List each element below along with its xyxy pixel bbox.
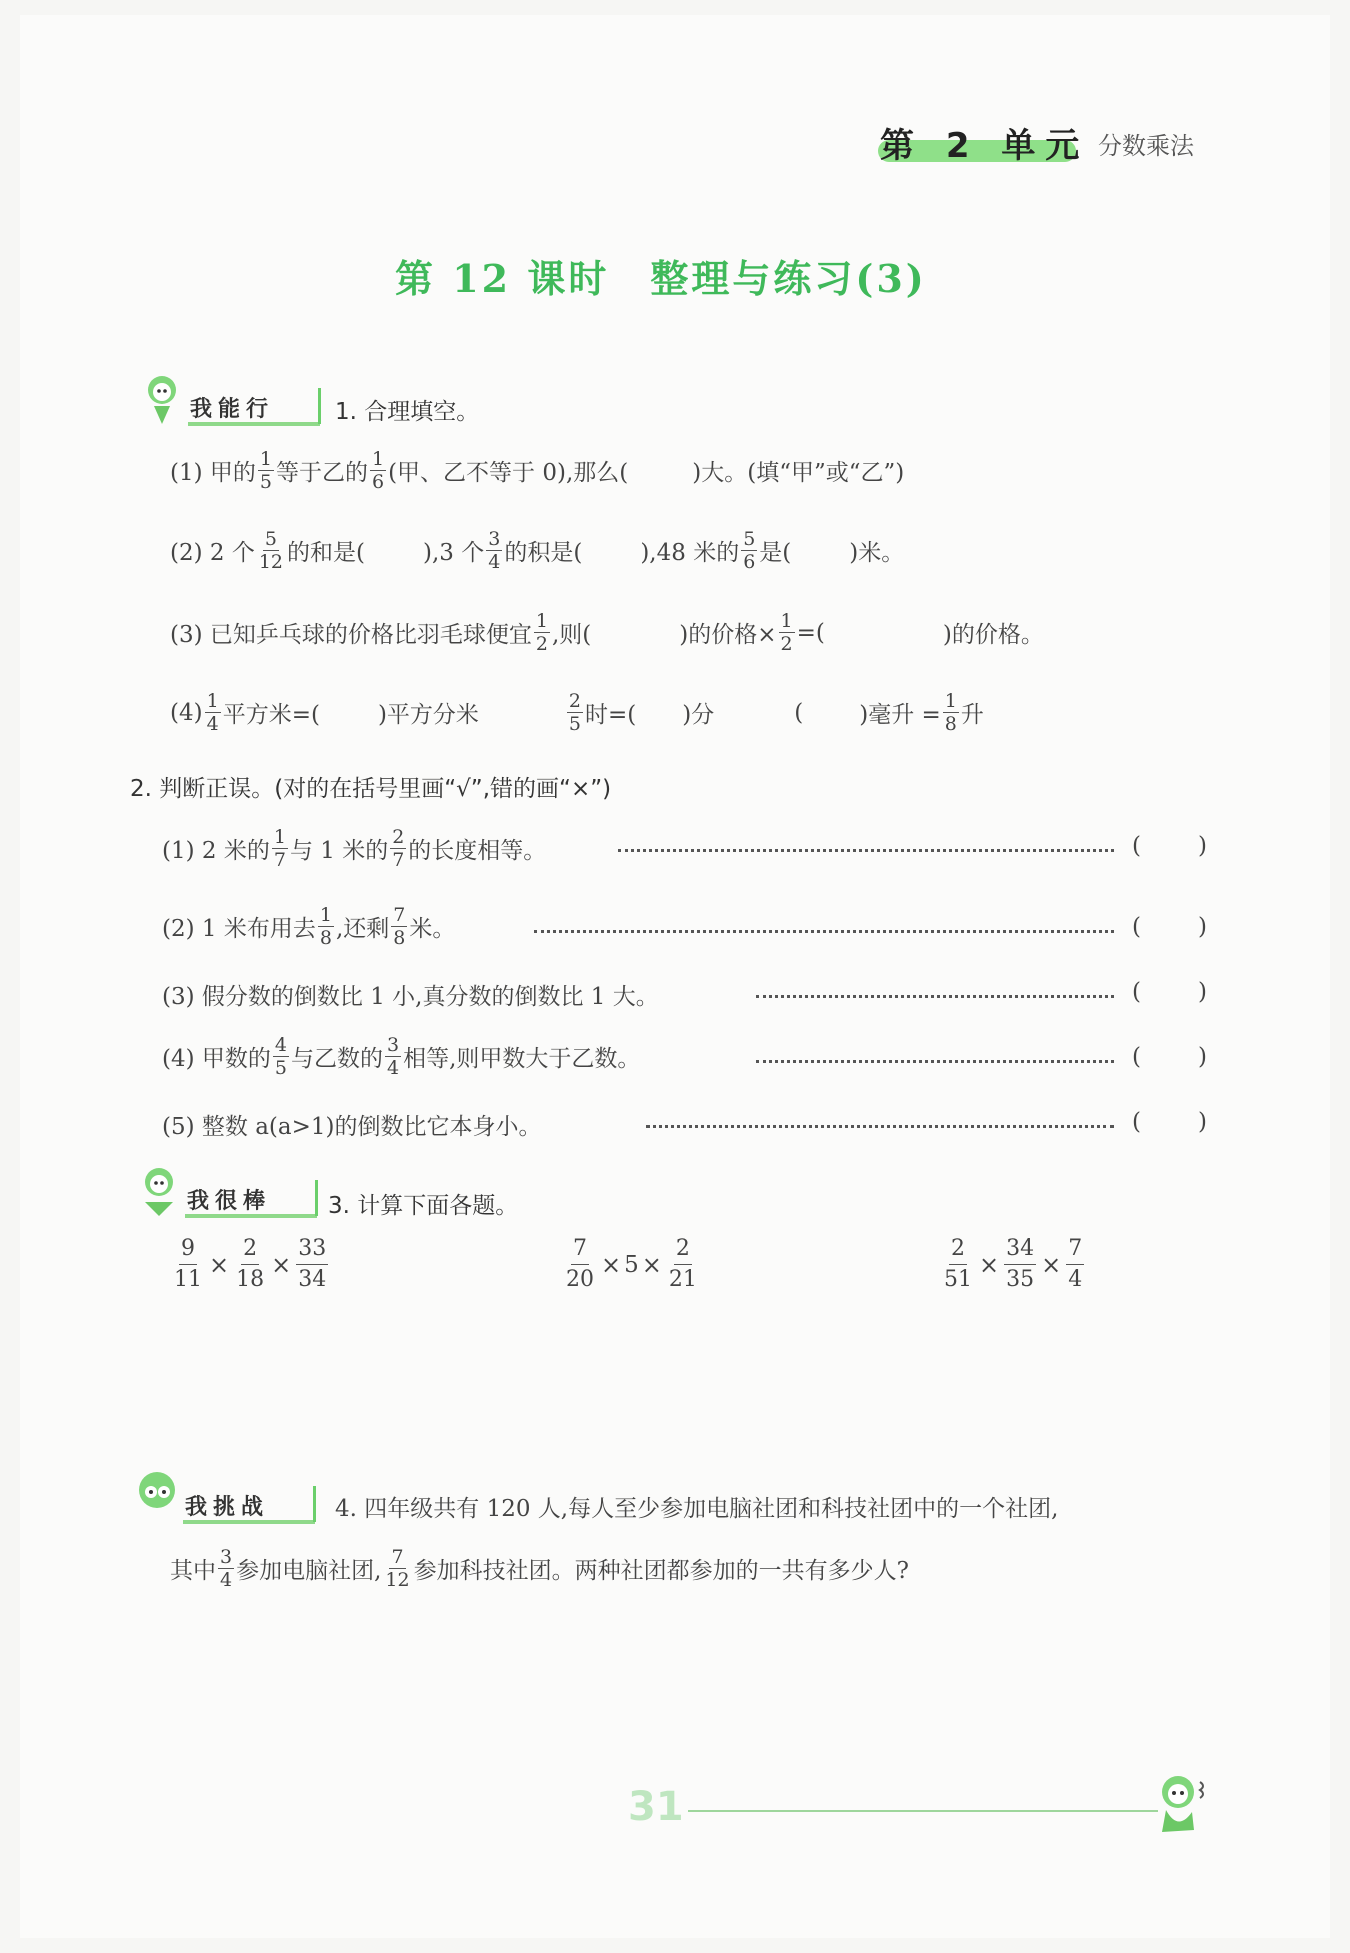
number: 5 bbox=[624, 1251, 639, 1278]
times-sign: × bbox=[271, 1250, 292, 1279]
text: 时=( bbox=[585, 702, 637, 728]
q2-item-5 bbox=[162, 1108, 541, 1141]
q2-item-2 bbox=[162, 904, 455, 949]
times-sign: × bbox=[601, 1250, 622, 1279]
mascot-icon bbox=[137, 1164, 183, 1218]
text: (甲、乙不等于 0),那么( bbox=[388, 460, 629, 486]
subject-label: 分数乘法 bbox=[1098, 132, 1194, 160]
text: 平方米=( bbox=[222, 702, 320, 728]
text: 米。 bbox=[409, 916, 456, 942]
fraction: $\frac{1}{6}$ bbox=[371, 448, 385, 493]
tag-underline bbox=[185, 1214, 317, 1218]
calc-expression-3 bbox=[940, 1234, 1086, 1295]
tag-divider bbox=[315, 1180, 318, 1216]
fraction: $\frac{2}{5}$ bbox=[568, 690, 582, 735]
fraction: $\frac{1}{8}$ bbox=[944, 690, 957, 735]
tag-underline bbox=[188, 422, 320, 426]
fraction: $\frac{7}{4}$ bbox=[1068, 1236, 1083, 1292]
judgement-blank[interactable] bbox=[1146, 914, 1196, 940]
fraction: $\frac{4}{5}$ bbox=[274, 1034, 287, 1079]
q4-line-2 bbox=[170, 1546, 909, 1591]
paren-open: ( bbox=[1132, 979, 1141, 1005]
fraction: $\frac{2}{21}$ bbox=[668, 1236, 697, 1292]
fraction: $\frac{1}{4}$ bbox=[206, 690, 219, 735]
judgement-blank[interactable] bbox=[1146, 1109, 1196, 1135]
text: 的和是( bbox=[287, 540, 366, 566]
page-number: 31 bbox=[628, 1784, 684, 1830]
fraction: $\frac{7}{8}$ bbox=[393, 904, 406, 949]
text: (2) 2 个 bbox=[170, 540, 255, 566]
tag-label: 我很棒 bbox=[187, 1189, 272, 1214]
fraction: $\frac{34}{35}$ bbox=[1006, 1236, 1035, 1292]
text: )的价格× bbox=[679, 622, 777, 648]
q3-heading: 3. 计算下面各题。 bbox=[328, 1193, 519, 1219]
text: (4) 甲数的 bbox=[162, 1046, 271, 1072]
fraction: $\frac{5}{6}$ bbox=[743, 528, 756, 573]
times-sign: × bbox=[1041, 1250, 1062, 1279]
fraction: $\frac{2}{18}$ bbox=[236, 1236, 265, 1292]
fraction: $\frac{1}{2}$ bbox=[780, 610, 793, 655]
fraction: $\frac{7}{12}$ bbox=[385, 1546, 410, 1591]
calc-expression-2 bbox=[562, 1234, 701, 1295]
text: ),48 米的 bbox=[640, 540, 740, 566]
section-tag-1 bbox=[140, 386, 330, 426]
text: )毫升 = bbox=[859, 702, 941, 728]
paren-close: ) bbox=[1198, 833, 1207, 859]
calc-expression-1 bbox=[170, 1234, 330, 1295]
section-tag-2 bbox=[137, 1178, 327, 1218]
leader-dots bbox=[756, 995, 1114, 998]
text: )平方分米 bbox=[377, 702, 479, 728]
judgement-blank[interactable] bbox=[1146, 1044, 1196, 1070]
tag-label: 我能行 bbox=[190, 397, 275, 422]
fraction: $\frac{3}{4}$ bbox=[386, 1034, 400, 1079]
q1-heading: 1. 合理填空。 bbox=[335, 399, 480, 425]
fraction: $\frac{3}{4}$ bbox=[220, 1546, 233, 1591]
fraction: $\frac{33}{34}$ bbox=[298, 1236, 327, 1292]
leader-dots bbox=[756, 1060, 1114, 1063]
text: ),3 个 bbox=[423, 540, 485, 566]
text: )的价格。 bbox=[942, 622, 1044, 648]
paren-close: ) bbox=[1198, 1109, 1207, 1135]
judgement-blank[interactable] bbox=[1146, 833, 1196, 859]
text: (3) 已知乒乓球的价格比羽毛球便宜 bbox=[170, 622, 532, 648]
text: =( bbox=[796, 619, 825, 646]
fraction: $\frac{7}{20}$ bbox=[566, 1236, 594, 1292]
q2-item-4 bbox=[162, 1034, 640, 1079]
q1-item-2 bbox=[170, 528, 904, 573]
times-sign: × bbox=[209, 1250, 230, 1279]
text: ,还剩 bbox=[335, 916, 390, 942]
q1-item-1 bbox=[170, 448, 904, 493]
text: )大。(填“甲”或“乙”) bbox=[692, 460, 905, 486]
fraction: $\frac{1}{7}$ bbox=[273, 826, 286, 871]
q4-work-area[interactable] bbox=[150, 1610, 1210, 1760]
text: ,则( bbox=[551, 622, 592, 648]
text: 与 1 米的 bbox=[289, 838, 389, 864]
q4-line-1 bbox=[335, 1490, 1058, 1523]
tag-divider bbox=[313, 1486, 316, 1522]
text: 的积是( bbox=[504, 540, 583, 566]
paren-open: ( bbox=[1132, 914, 1141, 940]
paren-close: ) bbox=[1198, 914, 1207, 940]
fraction: $\frac{2}{7}$ bbox=[392, 826, 405, 871]
fraction: $\frac{1}{8}$ bbox=[319, 904, 332, 949]
tag-divider bbox=[318, 388, 321, 424]
text: ( bbox=[794, 699, 804, 726]
fraction: $\frac{3}{4}$ bbox=[488, 528, 501, 573]
lesson-title: 第 12 课时 整理与练习(3) bbox=[395, 256, 927, 301]
times-sign: × bbox=[641, 1250, 662, 1279]
paren-open: ( bbox=[1132, 1109, 1141, 1135]
q1-item-4 bbox=[170, 690, 984, 735]
text: 其中 bbox=[170, 1558, 216, 1584]
mascot-icon bbox=[1150, 1772, 1212, 1840]
calc-work-area[interactable] bbox=[150, 1310, 1210, 1450]
text: (4) bbox=[170, 699, 203, 726]
text: 参加科技社团。两种社团都参加的一共有多少人? bbox=[413, 1558, 909, 1584]
fraction: $\frac{1}{5}$ bbox=[259, 448, 272, 493]
text: 是( bbox=[759, 540, 792, 566]
times-sign: × bbox=[979, 1250, 1000, 1279]
q2-item-3 bbox=[162, 978, 659, 1011]
text: )米。 bbox=[849, 540, 905, 566]
text: 的长度相等。 bbox=[408, 838, 547, 864]
text: )分 bbox=[682, 702, 715, 728]
fraction: $\frac{1}{2}$ bbox=[535, 610, 548, 655]
paren-open: ( bbox=[1132, 833, 1141, 859]
unit-label: 第 2 单元 bbox=[880, 126, 1090, 166]
text: 相等,则甲数大于乙数。 bbox=[403, 1046, 641, 1072]
section-tag-3 bbox=[135, 1484, 325, 1524]
leader-dots bbox=[534, 930, 1114, 933]
paren-open: ( bbox=[1132, 1044, 1141, 1070]
fraction: $\frac{5}{12}$ bbox=[258, 528, 284, 573]
text: (1) 2 米的 bbox=[162, 838, 270, 864]
text: (3) 假分数的倒数比 1 小,真分数的倒数比 1 大。 bbox=[162, 984, 659, 1010]
leader-dots bbox=[618, 849, 1114, 852]
footer-line bbox=[688, 1810, 1158, 1812]
tag-underline bbox=[183, 1520, 315, 1524]
q2-item-1 bbox=[162, 826, 546, 871]
text: (5) 整数 a(a>1)的倒数比它本身小。 bbox=[162, 1114, 542, 1140]
text: 升 bbox=[960, 702, 984, 728]
text: 等于乙的 bbox=[275, 460, 368, 486]
leader-dots bbox=[646, 1125, 1114, 1128]
text: 4. 四年级共有 120 人,每人至少参加电脑社团和科技社团中的一个社团, bbox=[335, 1496, 1059, 1522]
paren-close: ) bbox=[1198, 1044, 1207, 1070]
q1-item-3 bbox=[170, 610, 1044, 655]
paren-close: ) bbox=[1198, 979, 1207, 1005]
q2-heading: 2. 判断正误。(对的在括号里画“√”,错的画“×”) bbox=[130, 776, 612, 802]
fraction: $\frac{2}{51}$ bbox=[944, 1236, 972, 1292]
judgement-blank[interactable] bbox=[1146, 979, 1196, 1005]
text: (2) 1 米布用去 bbox=[162, 916, 316, 942]
text: 与乙数的 bbox=[290, 1046, 383, 1072]
mascot-icon bbox=[135, 1470, 181, 1524]
text: 参加电脑社团, bbox=[236, 1558, 382, 1584]
text: (1) 甲的 bbox=[170, 460, 256, 486]
fraction: $\frac{9}{11}$ bbox=[174, 1236, 202, 1292]
tag-label: 我挑战 bbox=[185, 1495, 270, 1520]
mascot-icon bbox=[140, 372, 186, 426]
